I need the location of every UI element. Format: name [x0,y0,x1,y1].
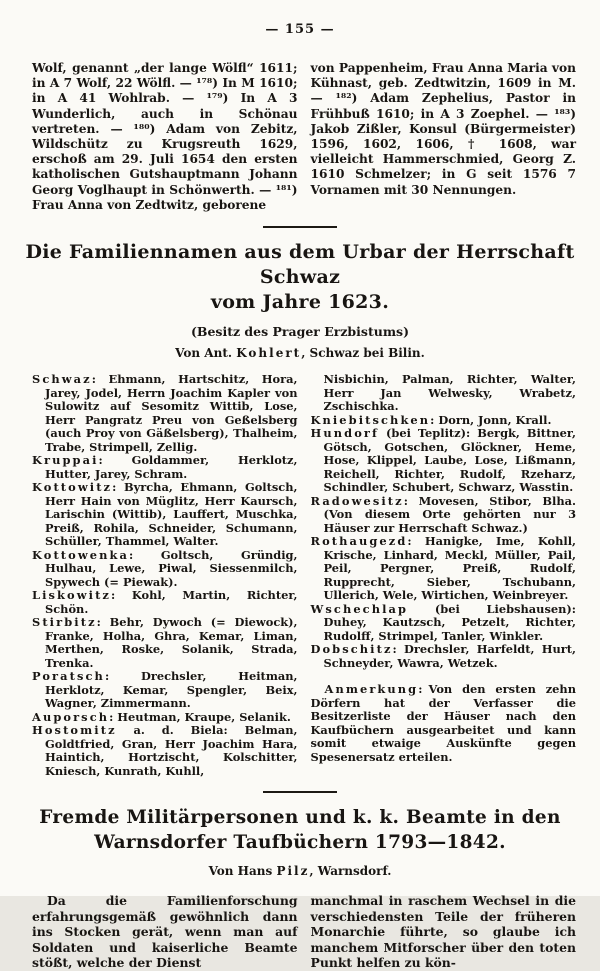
place-name: Schwaz [32,372,92,387]
name-list-right-column [311,373,577,778]
article-title-line1: Fremde Militärpersonen und k. k. Beamte in den [39,807,561,829]
article-byline [0,346,600,360]
place-suffix: : [403,493,419,508]
top-continuation-section [0,61,600,213]
place-entry [311,495,577,536]
top-left-column [32,61,298,213]
place-name: Stirbitz [32,615,97,630]
byline-prefix: Von Hans [208,864,277,879]
family-names: Heutman, Kraupe, Selanik. [117,709,291,724]
family-names: Ehmann, Hartschitz, Hora, Jarey, Jodel, Herrn Joachim Kapler von Sulowitz auf Sesomitz Wittib, Lose, Herr Pangratz Preu von Geßelsberg (auch Proy von Gäßelsberg), Thalheim, Trabe, Strimpell, Zellig. [45,372,298,454]
place-entry [311,414,577,428]
family-names: Duhey, Kautzsch, Petzelt, Richter, Rudolff, Strimpel, Tanler, Winkler. [323,615,576,643]
place-entry [32,711,298,725]
byline-author-name: Pilz [276,864,310,879]
place-name: Liskowitz [32,588,112,603]
family-names: Belman, Goldtfried, Gran, Herr Joachim Hara, Haintich, Hortzischt, Kolschitter, Kniesch, Kunrath, Kuhll, [45,723,298,778]
place-entry [311,427,577,495]
place-name: Hundorf [310,426,379,441]
place-suffix: a. d. Biela: [116,723,245,738]
byline-suffix: , Schwaz bei Bilin. [301,346,425,361]
place-name: Rothaugezd [310,534,408,549]
body-paragraph: manchmal in raschem Wechsel in die verschiedensten Teile der früheren Monarchie führte, so glaube ich manchem Mitforscher über den toten Punkt helfen zu kön- [310,893,576,971]
family-names: Behr, Dywoch (= Diewock), Franke, Holha, Ghra, Kemar, Liman, Merthen, Roske, Solanik, Strada, Trenka. [45,615,298,670]
byline-prefix: Von Ant. [175,346,237,361]
name-list-right-entries [311,414,577,671]
article-title [0,805,600,855]
family-names: Dorn, Jonn, Krall. [438,412,552,427]
name-list-section [0,373,600,778]
family-names: Drechsler, Harfeldt, Hurt, Schneyder, Wawra, Wetzek. [323,642,577,670]
place-name: Dobschitz [310,642,393,657]
family-names: Bergk, Bittner, Götsch, Gotschen, Glöckner, Heme, Hose, Klippel, Laube, Lose, Lißmann, Reichell, Richter, Rudolf, Rzeharz, Schindler, Schubert, Schwarz, Wasstin. [323,426,576,495]
family-names: Kohl, Martin, Richter, Schön. [45,588,298,616]
place-entry [311,535,577,603]
note-text: Von den ersten zehn Dörfern hat der Verfasser die Besitzerliste der Häuser nach den Kaufbüchern ausgearbeitet und kann somit etwaige Auskünfte gegen Spesenersatz erteilen. [310,682,576,764]
article-title-line2: vom Jahre 1623. [210,291,390,314]
family-names: Movesen, Stibor, Blha. (Von diesem Orte gehörten nur 3 Häuser zur Herrschaft Schwaz.) [323,493,576,535]
place-suffix: : [111,588,132,603]
place-suffix: : [128,547,161,562]
place-entry [32,373,298,454]
family-names: Goltsch, Gründig, Hulhau, Lewe, Piwal, Siessenmilch, Spywech (= Piewak). [45,547,298,589]
place-entry-continuation: Nisbichin, Palman, Richter, Walter, Herr Jan Welwesky, Wrabetz, Zschischka. [323,372,576,414]
place-suffix: : [96,615,110,630]
place-suffix: : [98,453,132,468]
place-name: Poratsch [32,669,105,684]
article-familiennamen [0,240,600,778]
place-suffix: : [112,480,124,495]
bottom-right-column [311,893,577,971]
byline-suffix: , Warnsdorf. [309,864,392,879]
name-list-left-column [32,373,298,778]
place-entry [32,481,298,549]
place-entry [32,616,298,670]
place-entry [32,670,298,711]
place-name: Hostomitz [32,723,117,738]
place-entry [32,589,298,616]
place-name: Wschechlap [310,601,409,616]
article-body-section [0,893,600,971]
byline-author-name: Kohlert [236,346,302,361]
place-suffix: : [109,709,118,724]
place-suffix: : [392,642,404,657]
place-entry [311,643,577,670]
editor-note [311,683,577,764]
family-names: Byrcha, Ehmann, Goltsch, Herr Hain von Müglitz, Herr Kaursch, Larischin (Wittib), Lauffert, Muschka, Preiß, Rohila, Schneider, Schumann, Schüller, Thammel, Walter. [45,480,298,549]
family-names: Drechsler, Heitman, Herklotz, Kemar, Spengler, Beix, Wagner, Zimmermann. [45,669,298,711]
top-right-column [311,61,577,213]
place-entry [32,454,298,481]
place-suffix: : [104,669,141,684]
family-names: Goldammer, Herklotz, Hutter, Jarey, Schram. [45,453,298,481]
place-name: Kruppai [32,453,99,468]
place-suffix: : [407,534,425,549]
place-entry [32,549,298,590]
place-name: Kniebitschken [310,412,431,427]
place-suffix: (bei Teplitz): [379,426,478,441]
place-name: Auporsch [32,709,110,724]
place-entry [311,603,577,644]
body-paragraph: Da die Familienforschung erfahrungsgemäß gewöhnlich dann ins Stocken gerät, wenn man auf Soldaten und kaiserliche Beamte stößt, welche der Dienst [32,893,298,971]
place-name: Radowesitz [310,493,404,508]
article-title-line2: Warnsdorfer Taufbüchern 1793—1842. [94,832,506,854]
article-subtitle: (Besitz des Prager Erzbistums) [190,324,410,340]
note-label: Anmerkung: [324,682,425,697]
article-militaerpersonen [0,805,600,971]
place-name: Kottowenka [32,547,129,562]
section-divider-rule [263,226,337,228]
bottom-left-column [32,893,298,971]
place-suffix: (bei Liebshausen): [408,601,576,616]
body-paragraph: von Pappenheim, Frau Anna Maria von Kühnast, geb. Zedtwitzin, 1609 in M. — ¹⁸²) Adam Zephelius, Pastor in Frühbuß 1610; in A 3 Zoephel. — ¹⁸³) Jakob Zißler, Konsul (Bürgermeister) 1596, 1602, 1606, † 1608, war vielleicht Hammerschmied, Georg Z. 1610 Schmelzer; in G seit 1576 7 Vornamen mit 30 Nennungen. [310,61,576,197]
section-divider-rule [263,791,337,793]
page-number: — 155 — [265,22,335,37]
article-title-line1: Die Familiennamen aus dem Urbar der Herrschaft Schwaz [25,241,575,289]
place-suffix: : [91,372,109,387]
body-paragraph: Wolf, genannt „der lange Wölfl“ 1611; in A 7 Wolf, 22 Wölfl. — ¹⁷⁸) In M 1610; in A 41 Wohlrab. — ¹⁷⁹) In A 3 Wunderlich, auch in Schönau vertreten. — ¹⁸⁰) Adam von Zebitz, Wildschütz zu Krugsreuth 1629, erschoß am 29. Juli 1654 den ersten katholischen Gutshauptmann Johann Georg Voglhaupt in Schönwerth. — ¹⁸¹) Frau Anna von Zedtwitz, geborene [32,61,298,212]
family-names: Hanigke, Ime, Kohll, Krische, Linhard, Meckl, Müller, Pail, Peil, Pergner, Preiß, Rudolf, Rupprecht, Sieber, Tschubann, Ullerich, Wele, Wirtichen, Weinbreyer. [323,534,577,603]
article-byline [0,864,600,878]
place-entry [32,724,298,778]
article-title [0,240,600,315]
place-name: Kottowitz [32,480,113,495]
place-suffix: : [430,412,439,427]
